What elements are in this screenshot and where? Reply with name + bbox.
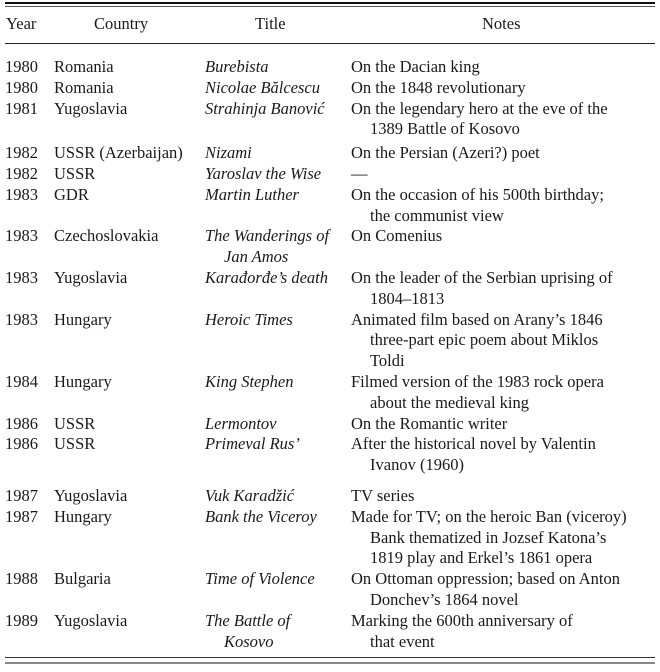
cell-title xyxy=(205,185,351,227)
cell-title xyxy=(205,164,351,185)
cell-notes xyxy=(351,226,656,268)
cell-year: 1980 xyxy=(5,57,38,76)
title-line: Vuk Karadžić xyxy=(205,485,295,505)
cell-country: Bulgaria xyxy=(54,569,111,589)
cell-year: 1982 xyxy=(5,163,38,183)
table-row xyxy=(0,611,660,653)
table-row xyxy=(0,486,660,507)
cell-year: 1980 xyxy=(5,77,38,97)
cell-notes xyxy=(351,268,656,310)
cell-title xyxy=(205,414,351,435)
cell-year: 1987 xyxy=(5,485,38,505)
notes-line: about the medieval king xyxy=(370,392,529,412)
notes-line: On the Persian (Azeri?) poet xyxy=(351,143,540,163)
top-rule xyxy=(5,2,655,4)
notes-line: On the legendary hero at the eve of the xyxy=(351,98,608,118)
notes-line: On the Dacian king xyxy=(351,57,480,76)
cell-country: Yugoslavia xyxy=(54,485,128,505)
title-line: Jan Amos xyxy=(224,247,289,267)
cell-title xyxy=(205,434,351,476)
notes-line: 1389 Battle of Kosovo xyxy=(370,119,520,139)
table-row xyxy=(0,268,660,310)
bottom-rule xyxy=(5,662,655,664)
cell-notes xyxy=(351,486,656,507)
cell-notes xyxy=(351,414,656,435)
title-line: Martin Luther xyxy=(205,184,299,204)
title-line: The Battle of xyxy=(205,610,291,630)
cell-notes xyxy=(351,99,656,141)
notes-line: Animated film based on Arany’s 1846 xyxy=(351,309,603,329)
cell-title xyxy=(205,57,351,78)
table-row xyxy=(0,143,660,164)
cell-year: 1987 xyxy=(5,506,38,526)
title-line: Kosovo xyxy=(224,631,274,651)
top-rule-thin xyxy=(5,6,655,7)
title-line: Burebista xyxy=(205,57,269,76)
notes-line: Toldi xyxy=(370,351,405,371)
cell-year: 1983 xyxy=(5,226,38,246)
notes-line: Ivanov (1960) xyxy=(370,455,464,475)
table-row xyxy=(0,57,660,78)
cell-year: 1982 xyxy=(5,143,38,163)
header-rule xyxy=(5,43,655,44)
title-line: King Stephen xyxy=(205,371,294,391)
bottom-rule-thin xyxy=(5,657,655,658)
title-line: Nizami xyxy=(205,143,252,163)
cell-notes xyxy=(351,372,656,414)
notes-line: On Comenius xyxy=(351,226,443,246)
header-notes: Notes xyxy=(482,14,521,33)
cell-notes xyxy=(351,57,656,78)
cell-year: 1983 xyxy=(5,184,38,204)
cell-country: Hungary xyxy=(54,371,112,391)
notes-line: On Ottoman oppression; based on Anton xyxy=(351,569,621,589)
cell-title xyxy=(205,569,351,611)
notes-line: Donchev’s 1864 novel xyxy=(370,589,519,609)
table-row xyxy=(0,78,660,99)
cell-year: 1986 xyxy=(5,434,38,454)
cell-title xyxy=(205,143,351,164)
cell-title xyxy=(205,507,351,569)
cell-country: Yugoslavia xyxy=(54,610,128,630)
table-row xyxy=(0,372,660,414)
notes-line: — xyxy=(351,163,368,183)
cell-title xyxy=(205,268,351,310)
cell-notes xyxy=(351,185,656,227)
cell-notes xyxy=(351,164,656,185)
table-row xyxy=(0,226,660,268)
header-title: Title xyxy=(255,14,286,33)
cell-title xyxy=(205,78,351,99)
cell-country: USSR xyxy=(54,413,96,433)
title-line: The Wanderings of xyxy=(205,226,330,246)
notes-line: Made for TV; on the heroic Ban (viceroy) xyxy=(351,506,627,526)
cell-notes xyxy=(351,143,656,164)
title-line: Primeval Rus’ xyxy=(205,434,300,454)
cell-country: Hungary xyxy=(54,309,112,329)
notes-line: three-part epic poem about Miklos xyxy=(370,330,599,350)
notes-line: Marking the 600th anniversary of xyxy=(351,610,573,630)
cell-country: Czechoslovakia xyxy=(54,226,159,246)
cell-notes xyxy=(351,569,656,611)
cell-country: USSR xyxy=(54,434,96,454)
table-row xyxy=(0,185,660,227)
table-row xyxy=(0,310,660,372)
table-row xyxy=(0,434,660,476)
cell-country: USSR (Azerbaijan) xyxy=(54,143,183,163)
cell-year: 1984 xyxy=(5,371,38,391)
cell-notes xyxy=(351,310,656,372)
title-line: Nicolae Bălcescu xyxy=(205,77,321,97)
cell-country: Yugoslavia xyxy=(54,267,128,287)
title-line: Yaroslav the Wise xyxy=(205,163,322,183)
title-line: Heroic Times xyxy=(205,309,293,329)
notes-line: On the leader of the Serbian uprising of xyxy=(351,267,613,287)
notes-line: Filmed version of the 1983 rock opera xyxy=(351,371,604,391)
cell-year: 1989 xyxy=(5,610,38,630)
cell-year: 1983 xyxy=(5,267,38,287)
cell-title xyxy=(205,372,351,414)
title-line: Karađorđe’s death xyxy=(205,267,328,287)
header-country: Country xyxy=(94,14,149,33)
title-line: Time of Violence xyxy=(205,569,315,589)
cell-year: 1981 xyxy=(5,98,38,118)
table-row xyxy=(0,507,660,569)
header-year: Year xyxy=(6,14,37,33)
cell-notes xyxy=(351,78,656,99)
cell-title xyxy=(205,310,351,372)
cell-title xyxy=(205,486,351,507)
notes-line: On the Romantic writer xyxy=(351,413,508,433)
title-line: Strahinja Banović xyxy=(205,98,325,118)
notes-line: Bank thematized in Jozsef Katona’s xyxy=(370,527,607,547)
cell-country: Romania xyxy=(54,77,114,97)
cell-year: 1986 xyxy=(5,413,38,433)
title-line: Lermontov xyxy=(205,413,277,433)
notes-line: 1819 play and Erkel’s 1861 opera xyxy=(370,548,593,568)
table-row xyxy=(0,414,660,435)
cell-title xyxy=(205,611,351,653)
cell-country: Romania xyxy=(54,57,114,76)
cell-title xyxy=(205,99,351,141)
notes-line: On the 1848 revolutionary xyxy=(351,77,526,97)
cell-country: Hungary xyxy=(54,506,112,526)
notes-line: After the historical novel by Valentin xyxy=(351,434,596,454)
notes-line: the communist view xyxy=(370,205,504,225)
cell-title xyxy=(205,226,351,268)
table-body xyxy=(0,57,660,652)
table-header xyxy=(0,14,660,36)
cell-country: USSR xyxy=(54,163,96,183)
cell-notes xyxy=(351,611,656,653)
cell-country: Yugoslavia xyxy=(54,98,128,118)
notes-line: On the occasion of his 500th birthday; xyxy=(351,184,604,204)
notes-line: that event xyxy=(370,631,435,651)
table-row xyxy=(0,99,660,141)
notes-line: TV series xyxy=(351,485,415,505)
cell-notes xyxy=(351,507,656,569)
cell-country: GDR xyxy=(54,184,89,204)
title-line: Bank the Viceroy xyxy=(205,506,317,526)
cell-notes xyxy=(351,434,656,476)
notes-line: 1804–1813 xyxy=(370,288,445,308)
table-row xyxy=(0,164,660,185)
table-row xyxy=(0,569,660,611)
cell-year: 1983 xyxy=(5,309,38,329)
cell-year: 1988 xyxy=(5,569,38,589)
